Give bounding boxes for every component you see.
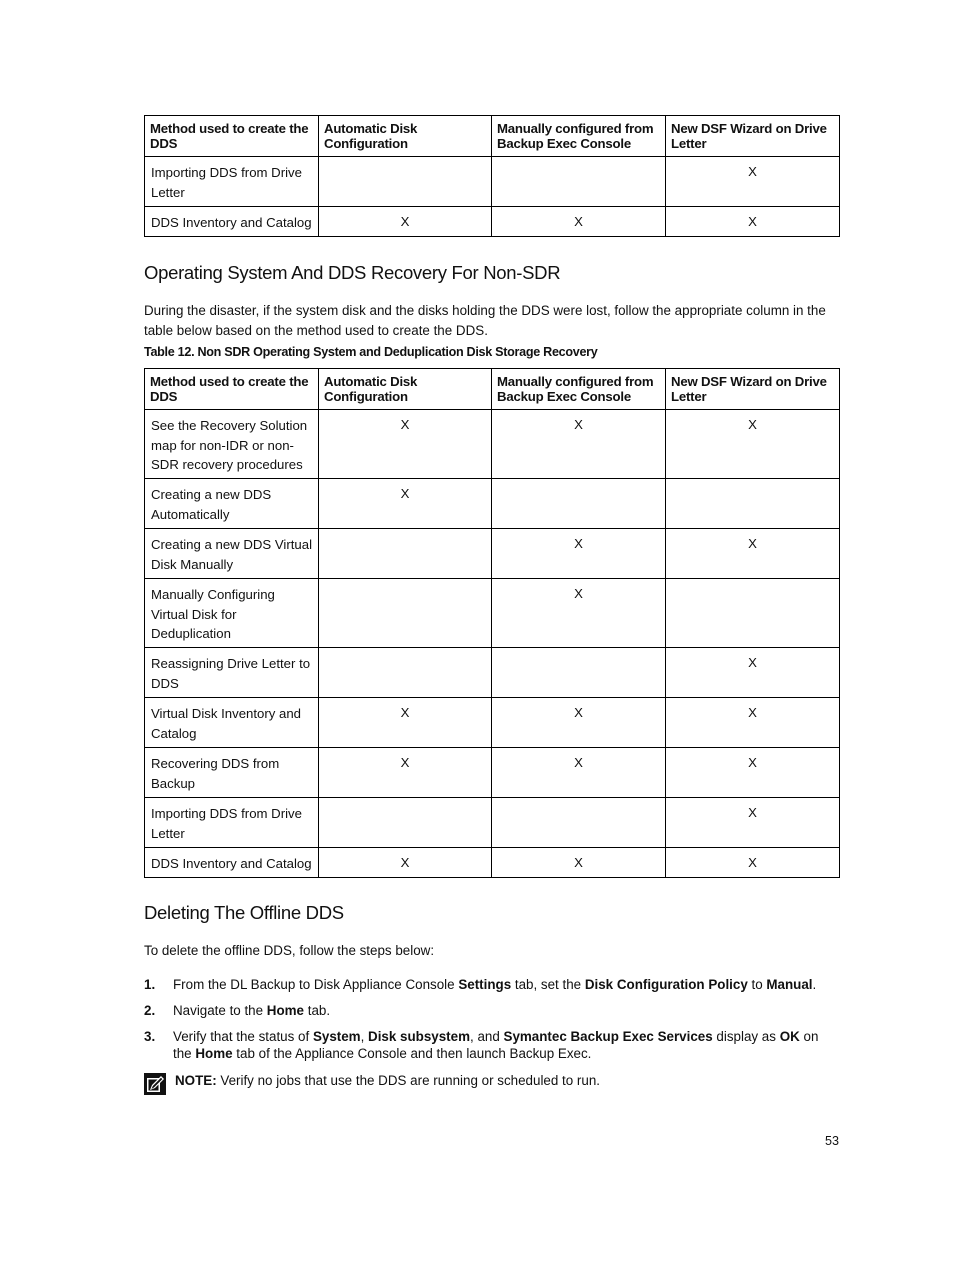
note-text [175, 1072, 600, 1090]
header-method: Method used to create the DDS [145, 116, 319, 157]
table-row [145, 157, 840, 207]
ui-term-symantec-services: Symantec Backup Exec Services [503, 1029, 713, 1044]
cell-method: DDS Inventory and Catalog [145, 207, 319, 237]
note-body: Verify no jobs that use the DDS are running or scheduled to run. [216, 1073, 601, 1088]
cell-auto [319, 157, 492, 207]
table-header-row [145, 369, 840, 410]
cell-method: Importing DDS from Drive Letter [145, 798, 319, 848]
step-text [173, 1028, 838, 1062]
ui-term-disk-configuration-policy: Disk Configuration Policy [584, 977, 748, 992]
cell-method: DDS Inventory and Catalog [145, 848, 319, 878]
table-row [145, 848, 840, 878]
table-dds-methods-top [144, 115, 840, 237]
section-intro-delete: To delete the offline DDS, follow the steps below: [144, 943, 435, 958]
cell-manual: X [492, 207, 666, 237]
ui-term-disk-subsystem: Disk subsystem [368, 1029, 470, 1044]
cell-wizard [666, 579, 840, 648]
ui-term-settings: Settings [458, 977, 512, 992]
cell-manual: X [492, 848, 666, 878]
step-number: 1. [144, 977, 156, 992]
cell-wizard: X [666, 698, 840, 748]
table-row [145, 798, 840, 848]
ui-term-system: System [312, 1029, 361, 1044]
step-number: 2. [144, 1003, 156, 1018]
table-row [145, 529, 840, 579]
cell-auto [319, 648, 492, 698]
table-caption: Table 12. Non SDR Operating System and Deduplication Disk Storage Recovery [144, 345, 598, 359]
cell-wizard: X [666, 410, 840, 479]
step-text-segment: . [812, 977, 817, 992]
cell-auto [319, 798, 492, 848]
table-non-sdr-recovery [144, 368, 840, 878]
cell-manual [492, 157, 666, 207]
cell-auto [319, 529, 492, 579]
cell-method: Virtual Disk Inventory and Catalog [145, 698, 319, 748]
table-row [145, 579, 840, 648]
table-row [145, 479, 840, 529]
header-method: Method used to create the DDS [145, 369, 319, 410]
table-row [145, 410, 840, 479]
note-label: NOTE: [175, 1073, 217, 1088]
cell-auto: X [319, 848, 492, 878]
cell-wizard: X [666, 157, 840, 207]
table-row [145, 207, 840, 237]
ui-term-home: Home [195, 1046, 233, 1061]
cell-method: Reassigning Drive Letter to DDS [145, 648, 319, 698]
cell-method: Creating a new DDS Automatically [145, 479, 319, 529]
cell-manual [492, 648, 666, 698]
step-text-segment: display as [712, 1029, 780, 1044]
ui-term-manual: Manual [766, 977, 813, 992]
step-text-segment: tab. [304, 1003, 331, 1018]
header-automatic-disk-configuration: Automatic Disk Configuration [319, 369, 492, 410]
cell-manual: X [492, 410, 666, 479]
cell-manual: X [492, 529, 666, 579]
cell-wizard [666, 479, 840, 529]
cell-method: Manually Configuring Virtual Disk for Deduplication [145, 579, 319, 648]
step-text-segment: Navigate to the [173, 1003, 267, 1018]
ui-term-ok: OK [779, 1029, 800, 1044]
cell-wizard: X [666, 848, 840, 878]
header-manually-configured: Manually configured from Backup Exec Console [492, 116, 666, 157]
header-new-dsf-wizard: New DSF Wizard on Drive Letter [666, 369, 840, 410]
cell-wizard: X [666, 648, 840, 698]
step-text-segment: on the [173, 1029, 819, 1061]
cell-wizard: X [666, 529, 840, 579]
section-heading-os-recovery: Operating System And DDS Recovery For Non-SDR [144, 262, 561, 283]
cell-auto: X [319, 698, 492, 748]
cell-auto: X [319, 410, 492, 479]
cell-wizard: X [666, 798, 840, 848]
table-row [145, 648, 840, 698]
cell-wizard: X [666, 207, 840, 237]
cell-auto: X [319, 207, 492, 237]
step-text-segment: , [360, 1029, 369, 1044]
cell-auto [319, 579, 492, 648]
ui-term-home: Home [266, 1003, 305, 1018]
table-row [145, 748, 840, 798]
step-text [173, 976, 838, 993]
header-new-dsf-wizard: New DSF Wizard on Drive Letter [666, 116, 840, 157]
cell-manual: X [492, 579, 666, 648]
header-automatic-disk-configuration: Automatic Disk Configuration [319, 116, 492, 157]
step-text-segment: From the DL Backup to Disk Appliance Console [173, 977, 459, 992]
cell-wizard: X [666, 748, 840, 798]
cell-method: Importing DDS from Drive Letter [145, 157, 319, 207]
step-text-segment: to [747, 977, 767, 992]
cell-manual [492, 798, 666, 848]
header-manually-configured: Manually configured from Backup Exec Console [492, 369, 666, 410]
table-header-row [145, 116, 840, 157]
page-number: 53 [824, 1134, 839, 1148]
table-row [145, 698, 840, 748]
step-number: 3. [144, 1029, 156, 1044]
section-intro-os-recovery: During the disaster, if the system disk and the disks holding the DDS were lost, follow the appropriate column in the table below based on the method used to create the DDS. [144, 303, 826, 338]
cell-manual: X [492, 698, 666, 748]
cell-method: Recovering DDS from Backup [145, 748, 319, 798]
cell-manual [492, 479, 666, 529]
cell-auto: X [319, 479, 492, 529]
section-heading-delete-offline-dds: Deleting The Offline DDS [144, 902, 344, 923]
step-text-segment: Verify that the status of [173, 1029, 313, 1044]
step-text-segment: , and [470, 1029, 504, 1044]
note-pencil-icon [144, 1073, 166, 1095]
step-text [173, 1002, 838, 1019]
cell-method: Creating a new DDS Virtual Disk Manually [145, 529, 319, 579]
cell-manual: X [492, 748, 666, 798]
cell-method: See the Recovery Solution map for non-IDR or non-SDR recovery procedures [145, 410, 319, 479]
step-text-segment: tab of the Appliance Console and then launch Backup Exec. [232, 1046, 592, 1061]
step-text-segment: tab, set the [511, 977, 585, 992]
cell-auto: X [319, 748, 492, 798]
